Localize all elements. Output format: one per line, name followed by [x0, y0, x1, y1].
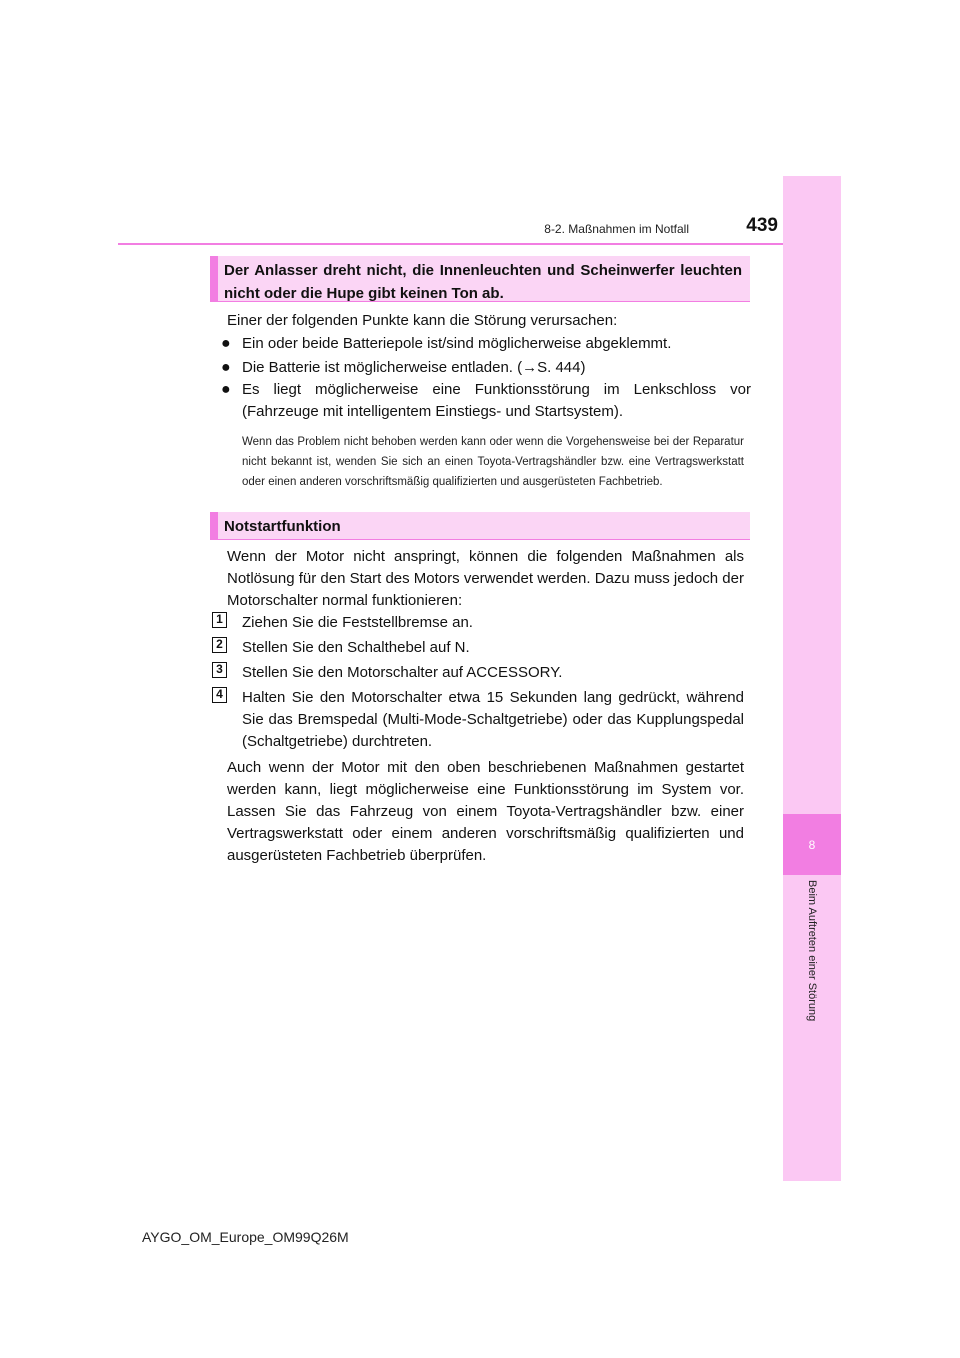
section-title: 8-2. Maßnahmen im Notfall — [544, 222, 689, 236]
header-divider — [118, 243, 783, 245]
step-item: 1 Ziehen Sie die Feststellbremse an. — [212, 612, 744, 634]
step-item: 2 Stellen Sie den Schalthebel auf N. — [212, 637, 744, 659]
repair-note: Wenn das Problem nicht behoben werden kann oder wenn die Vorgehensweise bei der Reparatur nicht bekannt ist, wenden Sie sich an einen Toyota-Vertragshändler bzw. eine Vertragswerkstatt oder einen anderen vorschriftsmäßig qualifizierten und ausgerüsteten Fachbetrieb. — [242, 436, 744, 488]
document-code: AYGO_OM_Europe_OM99Q26M — [142, 1229, 349, 1245]
step-number: 2 — [212, 637, 227, 653]
step-number: 4 — [212, 687, 227, 703]
bullet-item: ● Die Batterie ist möglicherweise entladen. (→S. 444) — [221, 357, 751, 379]
chapter-title: Beim Auftreten einer Störung — [806, 880, 818, 1022]
section1-heading-line2: nicht oder die Hupe gibt keinen Ton ab. — [224, 285, 504, 302]
chapter-number: 8 — [783, 814, 841, 875]
section1-heading-line1: Der Anlasser dreht nicht, die Innenleuchten und Scheinwerfer leuchten — [224, 262, 742, 279]
section2-intro: Wenn der Motor nicht anspringt, können die folgenden Maßnahmen als Notlösung für den Start des Motors verwendet werden. Dazu muss jedoch der Motorschalter normal funktionieren: — [227, 548, 744, 609]
bullet-item: ● Ein oder beide Batteriepole ist/sind möglicherweise abgeklemmt. — [221, 333, 751, 355]
bullet-dot-icon: ● — [221, 359, 231, 376]
bullet-dot-icon: ● — [221, 335, 231, 352]
step-number: 3 — [212, 662, 227, 678]
step-number: 1 — [212, 612, 227, 628]
section1-heading — [210, 256, 750, 302]
section2-closing: Auch wenn der Motor mit den oben beschriebenen Maßnahmen gestartet werden kann, liegt möglicherweise eine Funktionsstörung im System vor. Lassen Sie das Fahrzeug von einem Toyota-Vertragshändler bzw. einer Vertragswerkstatt oder einem anderen vorschriftsmäßig qualifizierten und ausgerüsteten Fachbetrieb überprüfen. — [227, 759, 744, 864]
section2-heading: Notstartfunktion — [210, 512, 750, 540]
section1-intro: Einer der folgenden Punkte kann die Störung verursachen: — [227, 312, 618, 329]
bullet-dot-icon: ● — [221, 381, 231, 398]
step-item: 3 Stellen Sie den Motorschalter auf ACCESSORY. — [212, 662, 744, 684]
page-number: 439 — [746, 215, 778, 236]
step-item: 4 Halten Sie den Motorschalter etwa 15 Sekunden lang gedrückt, während Sie das Bremspedal (Multi-Mode-Schaltgetriebe) oder das Kupplungspedal (Schaltgetriebe) durchtreten. — [212, 687, 744, 753]
bullet-item: ● Es liegt möglicherweise eine Funktionsstörung im Lenkschloss vor (Fahrzeuge mit intelligentem Einstiegs- und Startsystem). — [221, 381, 751, 420]
